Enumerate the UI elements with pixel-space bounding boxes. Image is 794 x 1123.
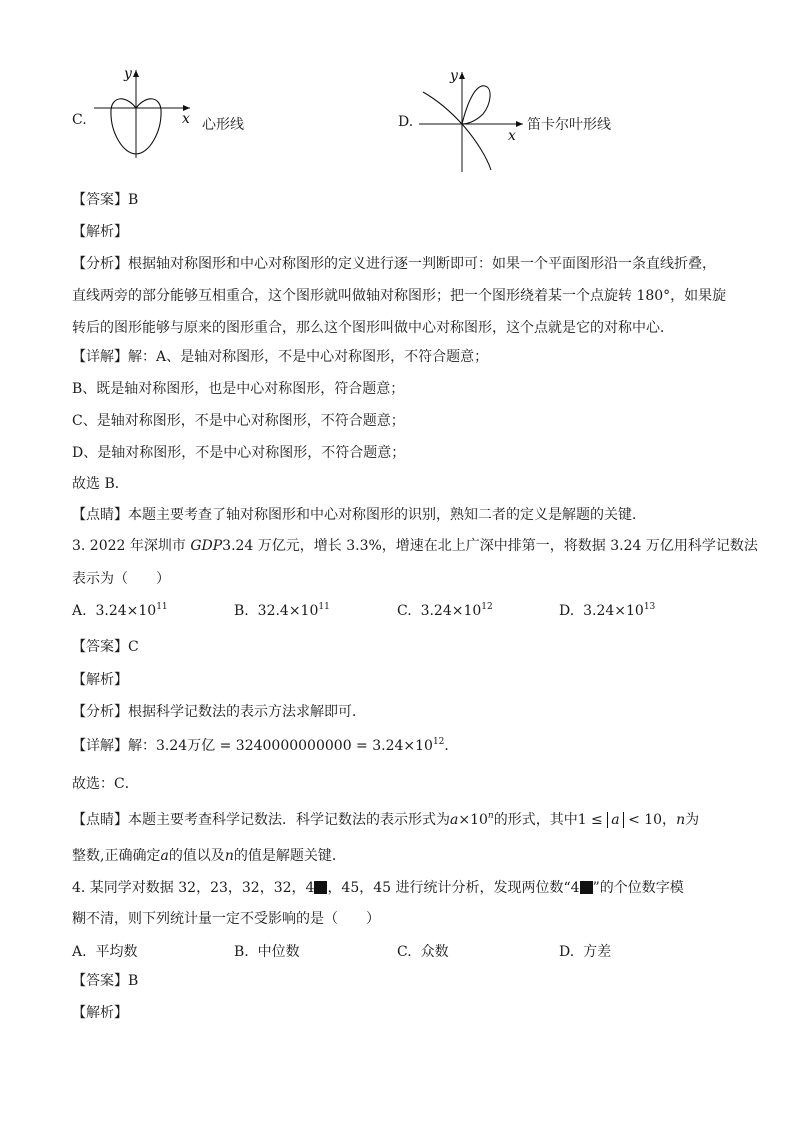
figure-d-x-axis: x <box>508 128 516 144</box>
q3-xiangjie: 【详解】解：3.24万亿 = $3240000000000 = 3.24\times 10^{12}$． <box>72 737 459 754</box>
cardioid-graph <box>90 62 202 162</box>
figure-d-caption: 笛卡尔叶形线 <box>527 117 611 133</box>
q3-answer: 【答案】C <box>72 639 139 655</box>
q2-fenxi-line2: 直线两旁的部分能够互相重合，这个图形就叫做轴对称图形；把一个图形绕着某一个点旋转 180°，如果旋 <box>72 288 727 304</box>
figure-c-caption: 心形线 <box>202 117 244 133</box>
q4-option-d: D. 方差 <box>559 944 612 960</box>
figure-c-x-axis: x <box>182 111 190 127</box>
q3-dianjing: 【点睛】本题主要考查科学记数法．科学记数法的表示形式为$a\times 10^n$的形式，其中1 ≤ a < 10，n为 <box>72 811 700 828</box>
q4-stem: 4. 某同学对数据 32，23，32，32，4 ，45，45 进行统计分析，发现两位数“4 ”的个位数字模 <box>72 880 684 896</box>
q2-xiangjie-d: D、是轴对称图形，不是中心对称图形，不符合题意； <box>72 445 406 461</box>
q2-jiexi: 【解析】 <box>72 224 128 240</box>
q3-jiexi: 【解析】 <box>72 672 128 688</box>
q3-option-b: B. $32.4\times 10^{11}$ <box>234 602 330 619</box>
q2-guxuan: 故选 B． <box>72 476 129 492</box>
q2-answer: 【答案】B <box>72 192 139 208</box>
q4-option-c: C. 众数 <box>397 944 449 960</box>
q2-xiangjie: 【详解】解：A、是轴对称图形，不是中心对称图形，不符合题意； <box>72 349 489 365</box>
q2-fenxi-line3: 转后的图形能够与原来的图形重合，那么这个图形叫做中心对称图形，这个点就是它的对称中心． <box>72 320 674 336</box>
q3-guxuan: 故选：C． <box>72 776 139 792</box>
q4-stem-line2: 糊不清，则下列统计量一定不受影响的是（ ） <box>72 911 380 927</box>
q3-dianjing-line2: 整数,正确确定a的值以及n的值是解题关键． <box>72 848 346 864</box>
figure-d-label: D. <box>398 114 414 130</box>
q3-stem-line2: 表示为（ ） <box>72 571 170 587</box>
q2-dianjing: 【点睛】本题主要考查了轴对称图形和中心对称图形的识别，熟知二者的定义是解题的关键． <box>72 507 646 523</box>
q4-answer: 【答案】B <box>72 973 139 989</box>
figure-c-y-axis: y <box>124 66 132 82</box>
figure-d-y-axis: y <box>450 68 458 84</box>
q2-fenxi: 【分析】根据轴对称图形和中心对称图形的定义进行逐一判断即可：如果一个平面图形沿一条直线折叠， <box>72 256 716 272</box>
blurred-digit-block <box>580 881 593 894</box>
q3-stem: 3. 2022 年深圳市 GDP3.24 万亿元，增长 3.3%，增速在北上广深中排第一，将数据 3.24 万亿用科学记数法 <box>72 538 758 554</box>
q3-fenxi: 【分析】根据科学记数法的表示方法求解即可． <box>72 704 366 720</box>
folium-graph <box>415 66 527 176</box>
q4-jiexi: 【解析】 <box>72 1005 128 1021</box>
q4-option-b: B. 中位数 <box>234 944 300 960</box>
q2-xiangjie-c: C、是轴对称图形，不是中心对称图形，不符合题意； <box>72 413 405 429</box>
q3-option-a: A. $3.24\times 10^{11}$ <box>72 602 168 619</box>
q3-option-c: C. $3.24\times 10^{12}$ <box>397 602 493 619</box>
figure-c-label: C. <box>72 112 87 128</box>
q2-xiangjie-b: B、既是轴对称图形，也是中心对称图形，符合题意； <box>72 381 405 397</box>
q4-option-a: A. 平均数 <box>72 944 138 960</box>
q3-option-d: D. $3.24\times 10^{13}$ <box>559 602 656 619</box>
blurred-digit-block <box>314 881 327 894</box>
